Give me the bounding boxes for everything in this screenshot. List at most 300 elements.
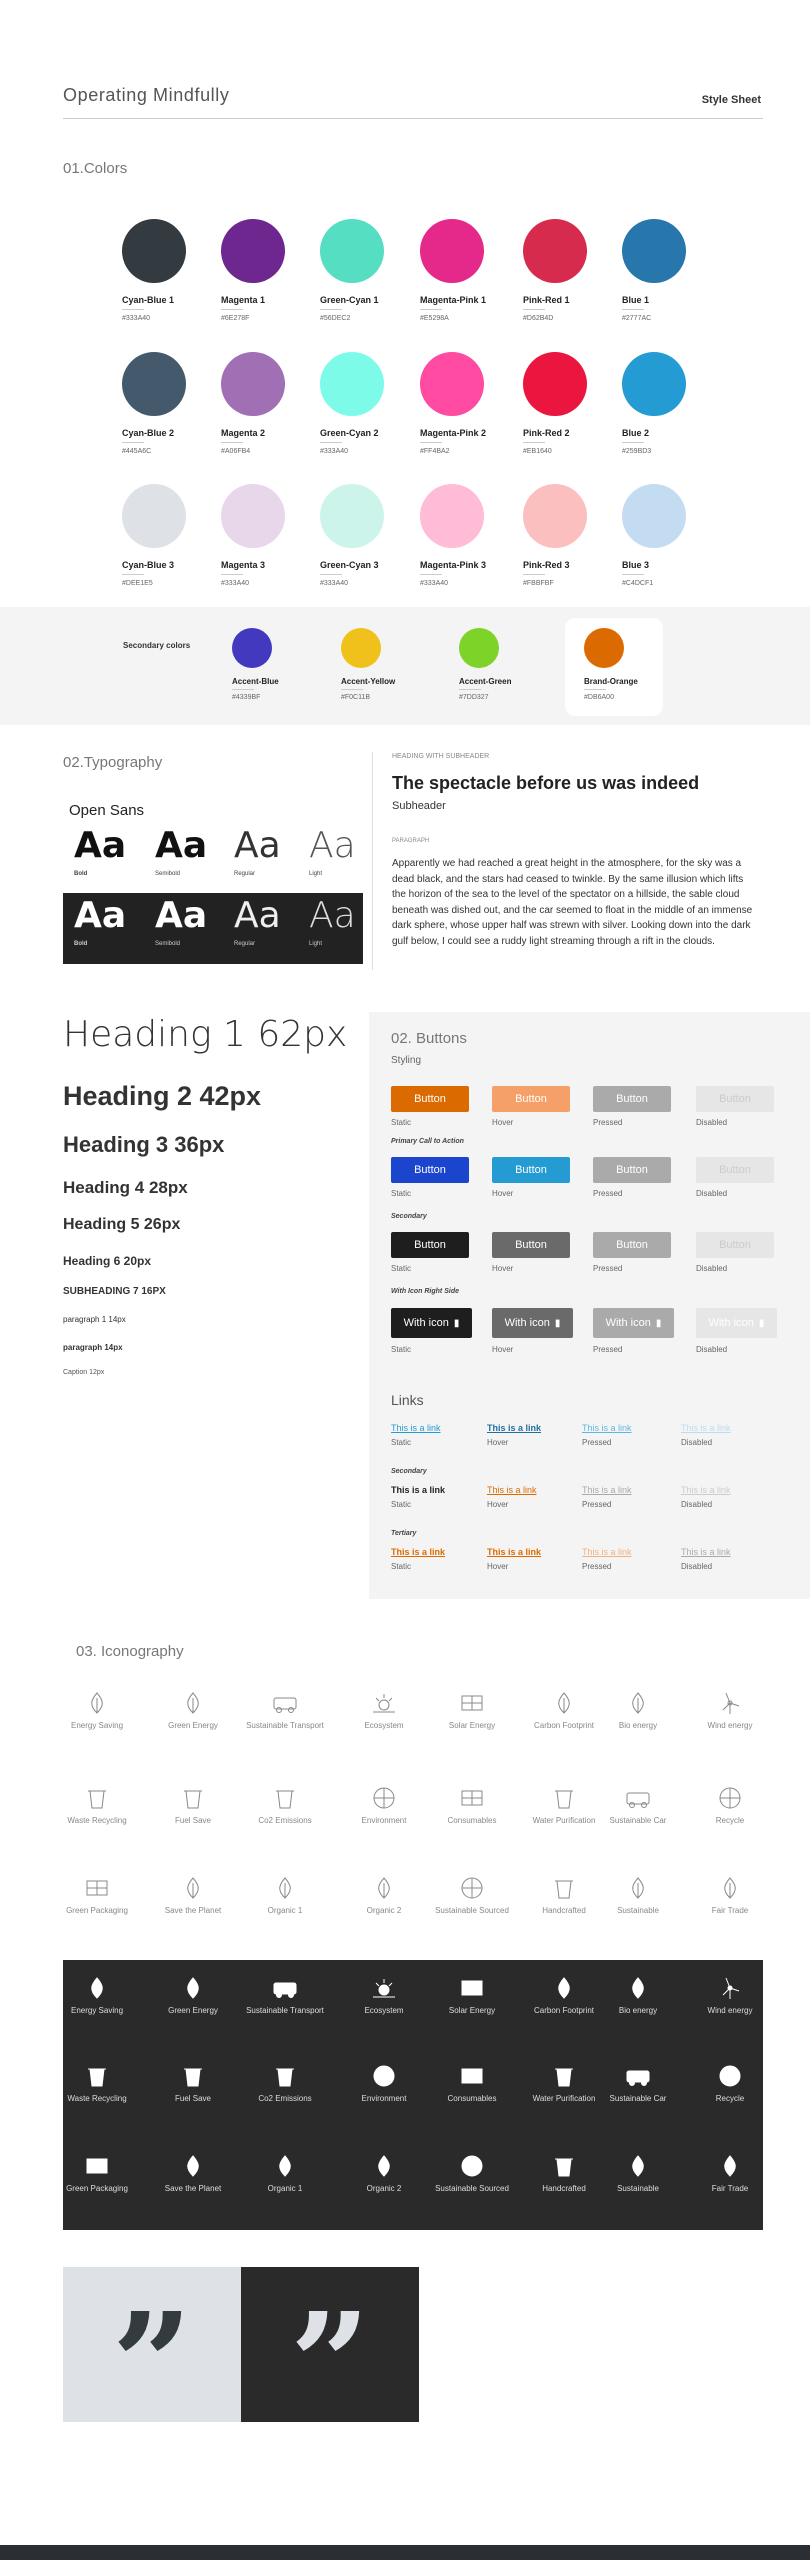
icon-item [339, 1875, 429, 1915]
icon-label: Carbon Footprint [533, 2006, 595, 2015]
color-swatch [523, 352, 623, 455]
color-swatch [122, 352, 222, 455]
color-underline [420, 574, 442, 575]
icon-label: Sustainable [617, 2184, 659, 2193]
state-label: Hover [492, 1189, 514, 1198]
color-hex: #FF4BA2 [420, 448, 450, 455]
color-underline [122, 574, 144, 575]
style-button[interactable] [696, 1157, 774, 1183]
color-circle [420, 352, 484, 416]
weight-label: Bold [74, 941, 88, 947]
icon-label: Green Packaging [66, 1906, 128, 1915]
water-purification-icon [550, 1785, 578, 1811]
button-label: Button [414, 1164, 446, 1176]
color-swatch [622, 352, 722, 455]
heading-kicker: HEADING WITH SUBHEADER [392, 753, 490, 760]
organic-1-icon [271, 2153, 299, 2179]
bookmark-icon: ▮ [554, 1317, 561, 1329]
green-energy-icon [179, 1690, 207, 1716]
icon-item [593, 2063, 683, 2103]
icon-label: Waste Recycling [67, 1816, 127, 1825]
color-hex: #333A40 [320, 448, 349, 455]
style-button[interactable] [492, 1086, 570, 1112]
sustainable-car-icon [624, 2063, 652, 2089]
secondary-buttons-label: Secondary [391, 1213, 427, 1220]
color-underline [420, 442, 442, 443]
secondary-colors-label: Secondary colors [123, 641, 191, 650]
energy-saving-icon [83, 1975, 111, 2001]
icon-item [148, 1975, 238, 2015]
icon-label: Energy Saving [70, 2006, 124, 2015]
icon-label: Co2 Emissions [258, 1816, 312, 1825]
ecosystem-icon [370, 1975, 398, 2001]
icon-item [593, 2153, 683, 2193]
icon-label: Recycle [715, 2094, 745, 2103]
color-name: Cyan-Blue 1 [122, 295, 175, 305]
icon-label: Fuel Save [174, 1816, 212, 1825]
color-name: Brand-Orange [584, 677, 638, 686]
type-specimen [309, 895, 356, 947]
icon-item [685, 1785, 775, 1825]
style-button[interactable] [492, 1157, 570, 1183]
header-divider [63, 118, 763, 119]
type-specimen [155, 895, 208, 947]
color-hex: #F0C11B [341, 694, 371, 701]
wind-energy-icon [716, 1975, 744, 2001]
state-label: Disabled [696, 1264, 728, 1273]
state-label: Disabled [696, 1189, 728, 1198]
sustainable-car-icon [624, 1785, 652, 1811]
button-label: Button [414, 1239, 446, 1251]
weight-label: Light [309, 941, 323, 947]
heading-sample: SUBHEADING 7 16PX [63, 1286, 166, 1297]
state-label: Pressed [582, 1438, 612, 1447]
state-label: Static [391, 1118, 412, 1127]
typography-section-title: 02.Typography [63, 754, 163, 771]
state-label: Hover [492, 1345, 514, 1354]
icon-label: Fair Trade [711, 1906, 749, 1915]
fair-trade-icon [716, 1875, 744, 1901]
color-swatch [122, 484, 222, 587]
button-label: With icon [403, 1317, 449, 1329]
environment-icon [370, 1785, 398, 1811]
button-label: Button [616, 1239, 648, 1251]
icon-item [685, 1690, 775, 1730]
icon-item [685, 2153, 775, 2193]
paragraph-label: PARAGRAPH [392, 838, 430, 844]
color-swatch [523, 219, 623, 322]
color-swatch [122, 219, 222, 322]
color-name: Pink-Red 1 [523, 295, 570, 305]
icon-label: Sustainable Sourced [435, 1906, 509, 1915]
sustainable-sourced-icon [458, 2153, 486, 2179]
color-name: Pink-Red 2 [523, 428, 570, 438]
icon-item [685, 2063, 775, 2103]
icon-label: Sustainable Sourced [435, 2184, 509, 2193]
color-name: Accent-Yellow [341, 677, 396, 686]
text-link[interactable]: This is a link [487, 1485, 537, 1495]
icon-label: Wind energy [707, 1721, 753, 1730]
solar-energy-icon [458, 1975, 486, 2001]
energy-saving-icon [83, 1690, 111, 1716]
icon-label: Sustainable Car [609, 2094, 667, 2103]
heading-sample: Heading 6 20px [63, 1254, 152, 1268]
color-underline [584, 689, 606, 690]
color-underline [622, 574, 644, 575]
color-hex: #FBBFBF [523, 580, 554, 587]
icon-item [593, 1690, 683, 1730]
icon-item [685, 1975, 775, 2015]
icon-label: Consumables [447, 2094, 497, 2103]
text-link[interactable]: This is a link [582, 1485, 632, 1495]
icon-item [52, 1875, 142, 1915]
color-circle [232, 628, 272, 668]
color-circle [320, 352, 384, 416]
weight-label: Regular [234, 871, 256, 877]
icon-label: Sustainable [617, 1906, 659, 1915]
links-title: Links [391, 1392, 424, 1408]
aa-glyph: Aa [74, 895, 127, 936]
bio-energy-icon [624, 1690, 652, 1716]
save-the-planet-icon [179, 1875, 207, 1901]
icon-label: Green Energy [168, 2006, 218, 2015]
state-label: Static [391, 1438, 412, 1447]
state-label: Disabled [681, 1562, 713, 1571]
style-sheet-label: Style Sheet [701, 94, 761, 106]
icon-item [240, 1690, 330, 1730]
icon-label: Water Purification [532, 2094, 596, 2103]
color-underline [622, 309, 644, 310]
secondary-links-label: Secondary [391, 1468, 427, 1475]
text-link[interactable]: This is a link [391, 1547, 446, 1557]
color-underline [523, 442, 545, 443]
color-circle [122, 352, 186, 416]
icon-label: Ecosystem [364, 1721, 404, 1730]
color-underline [341, 689, 363, 690]
button-label: Button [719, 1164, 751, 1176]
text-link[interactable]: This is a link [391, 1485, 446, 1495]
state-label: Pressed [593, 1118, 623, 1127]
button-label: With icon [708, 1317, 754, 1329]
icon-item [148, 2063, 238, 2103]
quote-light-icon: ” [63, 2267, 241, 2422]
color-underline [523, 574, 545, 575]
buttons-section-title: 02. Buttons [391, 1030, 467, 1047]
handcrafted-icon [550, 1875, 578, 1901]
primary-cta-label: Primary Call to Action [391, 1138, 464, 1145]
color-swatch [420, 352, 520, 455]
icon-item [240, 2063, 330, 2103]
icon-item [148, 2153, 238, 2193]
color-swatch [320, 352, 420, 455]
text-link[interactable]: This is a link [681, 1423, 731, 1433]
type-specimen [309, 825, 356, 877]
button-label: Button [616, 1093, 648, 1105]
icon-label: Environment [361, 1816, 407, 1825]
color-hex: #4339BF [232, 694, 261, 701]
color-underline [459, 689, 481, 690]
color-swatch [622, 219, 722, 322]
style-button[interactable] [391, 1157, 469, 1183]
handcrafted-icon [550, 2153, 578, 2179]
state-label: Static [391, 1345, 412, 1354]
iconography-section-title: 03. Iconography [76, 1643, 184, 1660]
heading-sample: Heading 1 62px [63, 1014, 348, 1055]
state-label: Static [391, 1189, 412, 1198]
heading-sample: Heading 4 28px [63, 1178, 188, 1197]
fair-trade-icon [716, 2153, 744, 2179]
state-label: Disabled [681, 1438, 713, 1447]
state-label: Hover [487, 1438, 509, 1447]
color-circle [221, 484, 285, 548]
aa-glyph: Aa [155, 895, 208, 936]
text-link[interactable]: This is a link [681, 1485, 731, 1495]
icon-item [240, 1785, 330, 1825]
sample-subheader: Subheader [392, 800, 446, 812]
icon-item [339, 2153, 429, 2193]
color-underline [221, 442, 243, 443]
icon-label: Energy Saving [70, 1721, 124, 1730]
icon-item [52, 1690, 142, 1730]
state-label: Hover [492, 1264, 514, 1273]
style-button[interactable] [593, 1232, 671, 1258]
state-label: Disabled [696, 1118, 728, 1127]
organic-1-icon [271, 1875, 299, 1901]
style-button[interactable] [593, 1086, 671, 1112]
state-label: Pressed [593, 1345, 623, 1354]
icon-item [427, 1785, 517, 1825]
color-underline [420, 309, 442, 310]
aa-glyph: Aa [309, 825, 356, 866]
icon-label: Carbon Footprint [533, 1721, 595, 1730]
button-label: Button [719, 1093, 751, 1105]
water-purification-icon [550, 2063, 578, 2089]
heading-sample: paragraph 1 14px [63, 1315, 126, 1324]
footer-bar [0, 2545, 810, 2560]
color-name: Cyan-Blue 2 [122, 428, 175, 438]
type-specimen [234, 895, 281, 947]
solar-energy-icon [458, 1690, 486, 1716]
color-hex: #6E278F [221, 315, 250, 322]
color-name: Cyan-Blue 3 [122, 560, 175, 570]
color-hex: #333A40 [420, 580, 449, 587]
color-circle [122, 219, 186, 283]
aa-glyph: Aa [234, 895, 281, 936]
state-label: Hover [487, 1500, 509, 1509]
icon-item [339, 1690, 429, 1730]
state-label: Pressed [582, 1562, 612, 1571]
style-button[interactable] [696, 1086, 774, 1112]
heading-sample: Heading 2 42px [63, 1081, 262, 1111]
color-name: Blue 3 [622, 560, 650, 570]
color-hex: #C4DCF1 [622, 580, 654, 587]
button-label: With icon [605, 1317, 651, 1329]
icon-item [427, 2153, 517, 2193]
color-swatch [420, 219, 520, 322]
color-circle [221, 219, 285, 283]
text-link[interactable]: This is a link [487, 1547, 542, 1557]
icon-label: Environment [361, 2094, 407, 2103]
environment-icon [370, 2063, 398, 2089]
wind-energy-icon [716, 1690, 744, 1716]
icon-label: Bio energy [618, 2006, 658, 2015]
icon-button[interactable] [696, 1308, 777, 1338]
secondary-swatch [232, 628, 332, 701]
icon-label: Co2 Emissions [258, 2094, 312, 2103]
icon-label: Green Packaging [66, 2184, 128, 2193]
heading-sample: paragraph 14px [63, 1343, 123, 1352]
state-label: Hover [487, 1562, 509, 1571]
color-circle [122, 484, 186, 548]
heading-sample: Caption 12px [63, 1369, 105, 1376]
icon-item [240, 2153, 330, 2193]
sample-heading: The spectacle before us was indeed [392, 773, 700, 793]
text-link[interactable]: This is a link [582, 1423, 632, 1433]
sustainable-sourced-icon [458, 1875, 486, 1901]
state-label: Pressed [593, 1189, 623, 1198]
color-name: Magenta-Pink 3 [420, 560, 487, 570]
heading-sample: Heading 3 36px [63, 1132, 225, 1157]
icon-item [240, 1875, 330, 1915]
color-circle [221, 352, 285, 416]
color-underline [221, 574, 243, 575]
icon-label: Save the Planet [164, 1906, 222, 1915]
icon-label: Consumables [447, 1816, 497, 1825]
icon-label: Recycle [715, 1816, 745, 1825]
button-label: Button [515, 1164, 547, 1176]
state-label: Pressed [593, 1264, 623, 1273]
color-hex: #333A40 [221, 580, 250, 587]
color-hex: #DEE1E5 [122, 580, 153, 587]
icon-item [240, 1975, 330, 2015]
organic-2-icon [370, 1875, 398, 1901]
color-circle [584, 628, 624, 668]
button-label: With icon [504, 1317, 550, 1329]
color-name: Green-Cyan 1 [320, 295, 379, 305]
color-underline [221, 309, 243, 310]
button-label: Button [616, 1164, 648, 1176]
style-button[interactable] [593, 1157, 671, 1183]
color-name: Pink-Red 3 [523, 560, 570, 570]
colors-section-title: 01.Colors [63, 160, 128, 177]
icon-label: Sustainable Transport [246, 2006, 324, 2015]
button-label: Button [719, 1239, 751, 1251]
style-button[interactable] [696, 1232, 774, 1258]
color-swatch [420, 484, 520, 587]
color-hex: #2777AC [622, 315, 652, 322]
icon-item [339, 1975, 429, 2015]
button-label: Button [515, 1093, 547, 1105]
icon-item [339, 1785, 429, 1825]
icon-item [52, 1785, 142, 1825]
color-underline [232, 689, 254, 690]
weight-label: Semibold [155, 871, 181, 877]
state-label: Static [391, 1500, 412, 1509]
color-name: Green-Cyan 2 [320, 428, 379, 438]
color-swatch [320, 484, 420, 587]
icon-item [593, 1975, 683, 2015]
icon-label: Fuel Save [174, 2094, 212, 2103]
color-swatch [221, 352, 321, 455]
color-circle [341, 628, 381, 668]
icon-label: Organic 1 [267, 2184, 303, 2193]
color-name: Magenta 3 [221, 560, 266, 570]
button-label: Button [515, 1239, 547, 1251]
icon-label: Save the Planet [164, 2184, 222, 2193]
typography-divider [372, 752, 373, 970]
color-hex: #A06FB4 [221, 448, 251, 455]
icon-button[interactable] [593, 1308, 674, 1338]
state-label: Hover [492, 1118, 514, 1127]
secondary-swatch [584, 628, 684, 701]
icon-button[interactable] [492, 1308, 573, 1338]
waste-recycling-icon [83, 2063, 111, 2089]
sustainable-transport-icon [271, 1690, 299, 1716]
icon-item [148, 1690, 238, 1730]
color-hex: #7DD327 [459, 694, 489, 701]
aa-glyph: Aa [155, 825, 208, 866]
icon-label: Green Energy [168, 1721, 218, 1730]
color-name: Magenta 1 [221, 295, 266, 305]
style-button[interactable] [391, 1086, 469, 1112]
recycle-icon [716, 1785, 744, 1811]
icon-item [52, 2063, 142, 2103]
save-the-planet-icon [179, 2153, 207, 2179]
color-name: Magenta-Pink 2 [420, 428, 487, 438]
color-underline [523, 309, 545, 310]
state-label: Disabled [681, 1500, 713, 1509]
fuel-save-icon [179, 1785, 207, 1811]
type-specimen [155, 825, 208, 877]
color-underline [320, 574, 342, 575]
bookmark-icon: ▮ [453, 1317, 460, 1329]
icon-item [427, 1875, 517, 1915]
type-specimen [74, 895, 127, 947]
green-packaging-icon [83, 1875, 111, 1901]
style-button[interactable] [492, 1232, 570, 1258]
color-circle [622, 352, 686, 416]
text-link[interactable]: This is a link [582, 1547, 632, 1557]
text-link[interactable]: This is a link [681, 1547, 731, 1557]
green-packaging-icon [83, 2153, 111, 2179]
icon-label: Handcrafted [542, 1906, 586, 1915]
color-hex: #DB6A00 [584, 694, 614, 701]
recycle-icon [716, 2063, 744, 2089]
color-swatch [320, 219, 420, 322]
aa-glyph: Aa [74, 825, 127, 866]
icon-button[interactable] [391, 1308, 472, 1338]
color-underline [320, 442, 342, 443]
carbon-footprint-icon [550, 1975, 578, 2001]
text-link[interactable]: This is a link [391, 1423, 441, 1433]
icon-label: Organic 1 [267, 1906, 303, 1915]
text-link[interactable]: This is a link [487, 1423, 542, 1433]
heading-sample: Heading 5 26px [63, 1216, 181, 1233]
color-name: Magenta 2 [221, 428, 266, 438]
icon-item [593, 1785, 683, 1825]
icon-label: Solar Energy [448, 2006, 496, 2015]
secondary-swatch [341, 628, 441, 701]
secondary-swatch [459, 628, 559, 701]
sample-paragraph: Apparently we had reached a great height in the atmosphere, for the sky was a dead black, and the stars had ceased to twinkle. By the same illusion which lifts the horizon of the sea to the level of the spectator on a hillside, the sable cloud beneath was dished out, and the car seemed to float in the middle of an immense dark sphere, whose upper half was strewn with silver. Looking down into the dark gulf below, I could see a ruddy light streaming through a rift in the clouds. [392, 858, 753, 947]
sustainable-icon [624, 1875, 652, 1901]
aa-glyph: Aa [309, 895, 356, 936]
style-button[interactable] [391, 1232, 469, 1258]
color-underline [622, 442, 644, 443]
type-specimen [234, 825, 281, 877]
consumables-icon [458, 1785, 486, 1811]
organic-2-icon [370, 2153, 398, 2179]
